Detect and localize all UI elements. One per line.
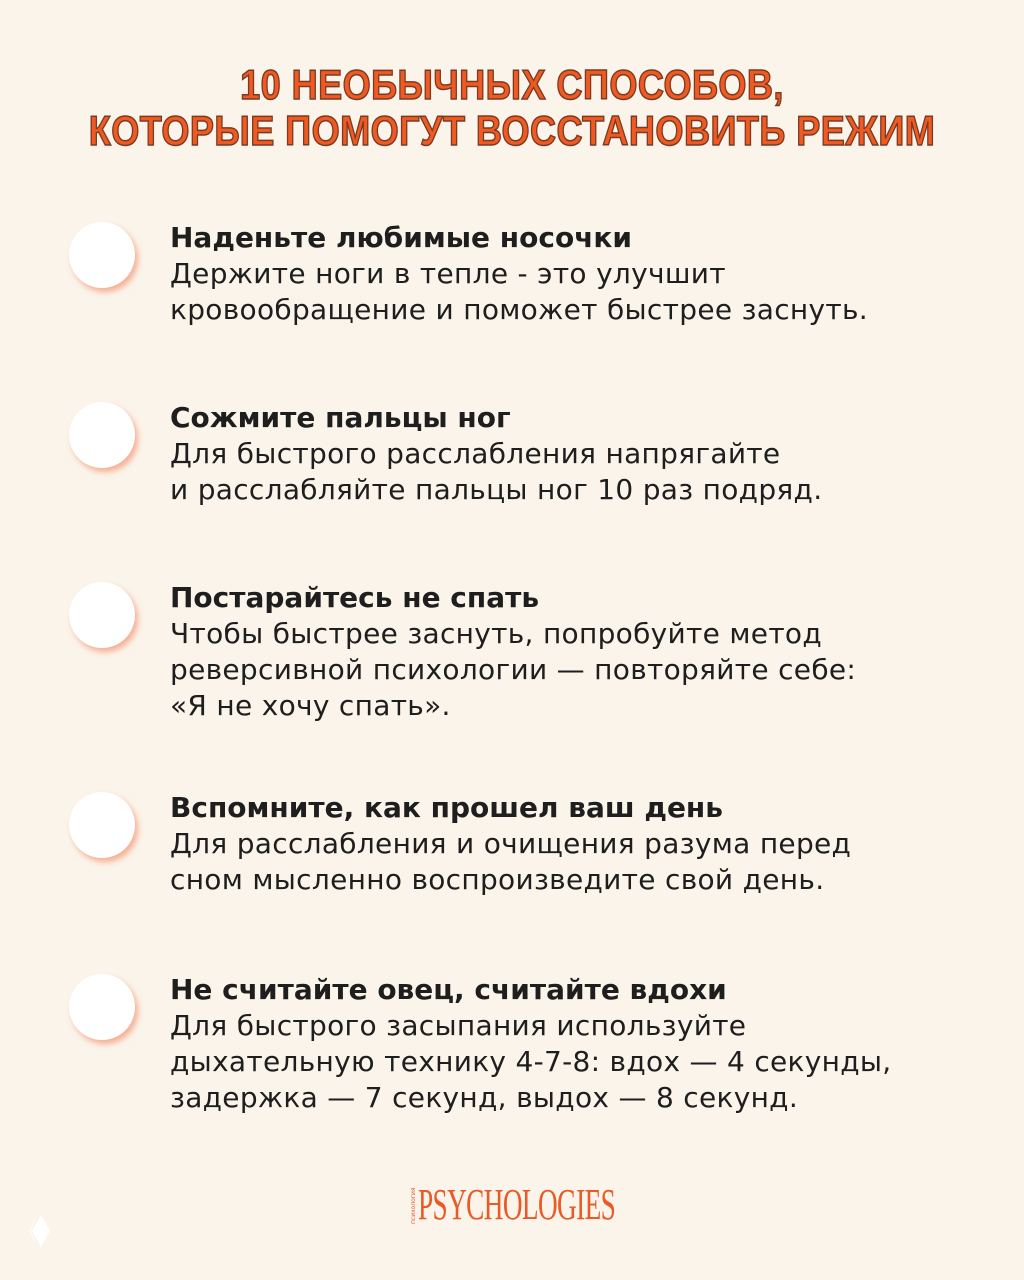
item-heading: Сожмите пальцы ног: [170, 401, 511, 434]
title-line-2: КОТОРЫЕ ПОМОГУТ ВОССТАНОВИТЬ РЕЖИМ: [88, 107, 936, 154]
bullet-circle-icon: [69, 792, 135, 858]
item-description: Для быстрого засыпания используйте: [170, 1009, 747, 1042]
item-heading: Вспомните, как прошел ваш день: [170, 791, 723, 824]
diamond-watermark-icon: [28, 1215, 50, 1247]
item-description: Для быстрого расслабления напрягайте: [170, 437, 781, 470]
item-description: сном мысленно воспроизведите свой день.: [170, 863, 825, 896]
item-description: Чтобы быстрее заснуть, попробуйте метод: [170, 617, 823, 650]
item-description: Держите ноги в тепле - это улучшит: [170, 257, 726, 290]
item-heading: Не считайте овец, считайте вдохи: [170, 973, 727, 1006]
item-description: «Я не хочу спать».: [170, 689, 451, 722]
item-description: Для расслабления и очищения разума перед: [170, 827, 852, 860]
item-heading: Наденьте любимые носочки: [170, 221, 633, 254]
bullet-circle-icon: [69, 222, 135, 288]
title-line-1: 10 НЕОБЫЧНЫХ СПОСОБОВ,: [240, 61, 784, 108]
bullet-circle-icon: [69, 582, 135, 648]
psychologies-logo: [410, 1180, 736, 1229]
item-description: дыхательную технику 4-7-8: вдох — 4 секунды,: [170, 1045, 892, 1078]
item-description: и расслабляйте пальцы ног 10 раз подряд.: [170, 473, 823, 506]
item-description: реверсивной психологии — повторяйте себе:: [170, 653, 857, 686]
page-title: [0, 62, 1024, 154]
bullet-circle-icon: [69, 974, 135, 1040]
item-description: задержка — 7 секунд, выдох — 8 секунд.: [170, 1081, 799, 1114]
logo-text: PSYCHOLOGIES: [418, 1180, 616, 1229]
bullet-circle-icon: [69, 402, 135, 468]
item-description: кровообращение и поможет быстрее заснуть.: [170, 293, 868, 326]
logo-small-text: психология: [410, 1187, 417, 1225]
item-heading: Постарайтесь не спать: [170, 581, 540, 614]
